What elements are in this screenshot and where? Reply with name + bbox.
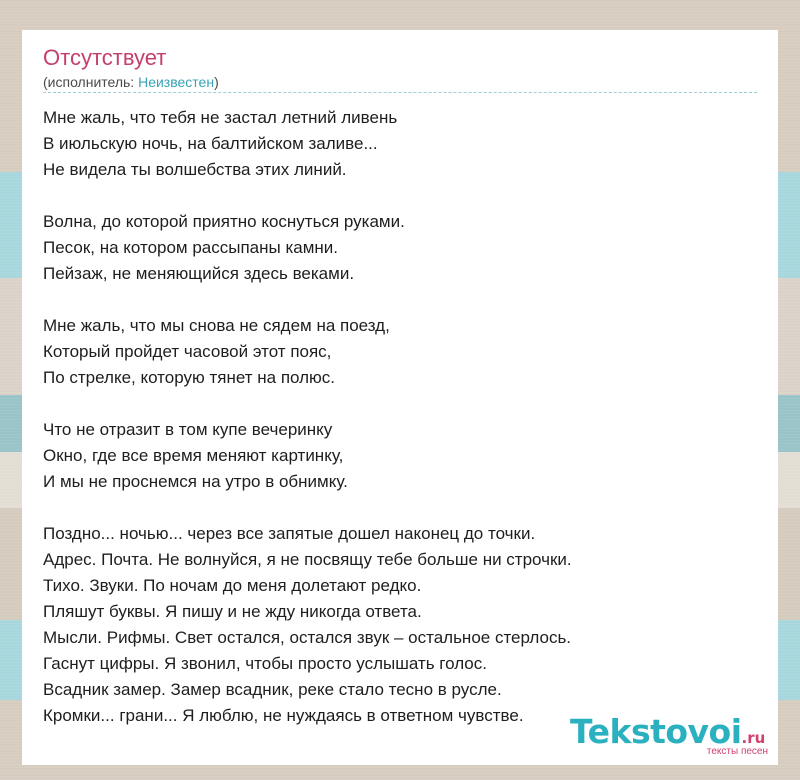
lyric-line: И мы не проснемся на утро в обнимку. <box>43 472 348 491</box>
stanza <box>43 521 763 729</box>
lyric-line: Поздно... ночью... через все запятые дошел наконец до точки. <box>43 524 536 543</box>
lyric-line: Пейзаж, не меняющийся здесь веками. <box>43 264 355 283</box>
stanza <box>43 209 763 287</box>
lyric-line: Гаснут цифры. Я звонил, чтобы просто услышать голос. <box>43 654 487 673</box>
lyric-line: Мне жаль, что тебя не застал летний ливень <box>43 108 398 127</box>
lyric-line: Мне жаль, что мы снова не сядем на поезд, <box>43 316 390 335</box>
song-title: Отсутствует <box>43 45 167 70</box>
lyric-line: Не видела ты волшебства этих линий. <box>43 160 347 179</box>
stanza <box>43 417 763 495</box>
lyric-line: Всадник замер. Замер всадник, реке стало тесно в русле. <box>43 680 502 699</box>
lyric-line: Что не отразит в том купе вечеринку <box>43 420 333 439</box>
lyric-line: Тихо. Звуки. По ночам до меня долетают редко. <box>43 576 422 595</box>
stanza <box>43 105 763 183</box>
lyric-line: Песок, на котором рассыпаны камни. <box>43 238 339 257</box>
lyric-line: Который пройдет часовой этот пояс, <box>43 342 332 361</box>
stanza <box>43 313 763 391</box>
logo-domain: .ru <box>741 729 766 747</box>
lyric-line: Пляшут буквы. Я пишу и не жду никогда ответа. <box>43 602 422 621</box>
artist-suffix: ) <box>214 74 219 90</box>
lyric-line: В июльскую ночь, на балтийском заливе... <box>43 134 378 153</box>
artist-prefix: (исполнитель: <box>43 74 139 90</box>
logo-name: Tekstovoi <box>570 712 742 751</box>
lyric-line: Кромки... грани... Я люблю, не нуждаясь в ответном чувстве. <box>43 706 524 725</box>
lyric-line: Окно, где все время меняют картинку, <box>43 446 344 465</box>
logo-tagline: тексты песен <box>706 746 768 757</box>
title-divider <box>43 92 757 93</box>
lyric-line: По стрелке, которую тянет на полюс. <box>43 368 335 387</box>
lyric-line: Волна, до которой приятно коснуться руками. <box>43 212 405 231</box>
artist-line <box>43 73 219 91</box>
lyric-line: Адрес. Почта. Не волнуйся, я не посвящу тебе больше ни строчки. <box>43 550 572 569</box>
artist-link[interactable]: Неизвестен <box>138 74 215 90</box>
lyrics-card <box>22 30 778 765</box>
site-logo[interactable] <box>570 712 780 762</box>
lyrics-body <box>43 105 763 755</box>
lyric-line: Мысли. Рифмы. Свет остался, остался звук – остальное стерлось. <box>43 628 572 647</box>
